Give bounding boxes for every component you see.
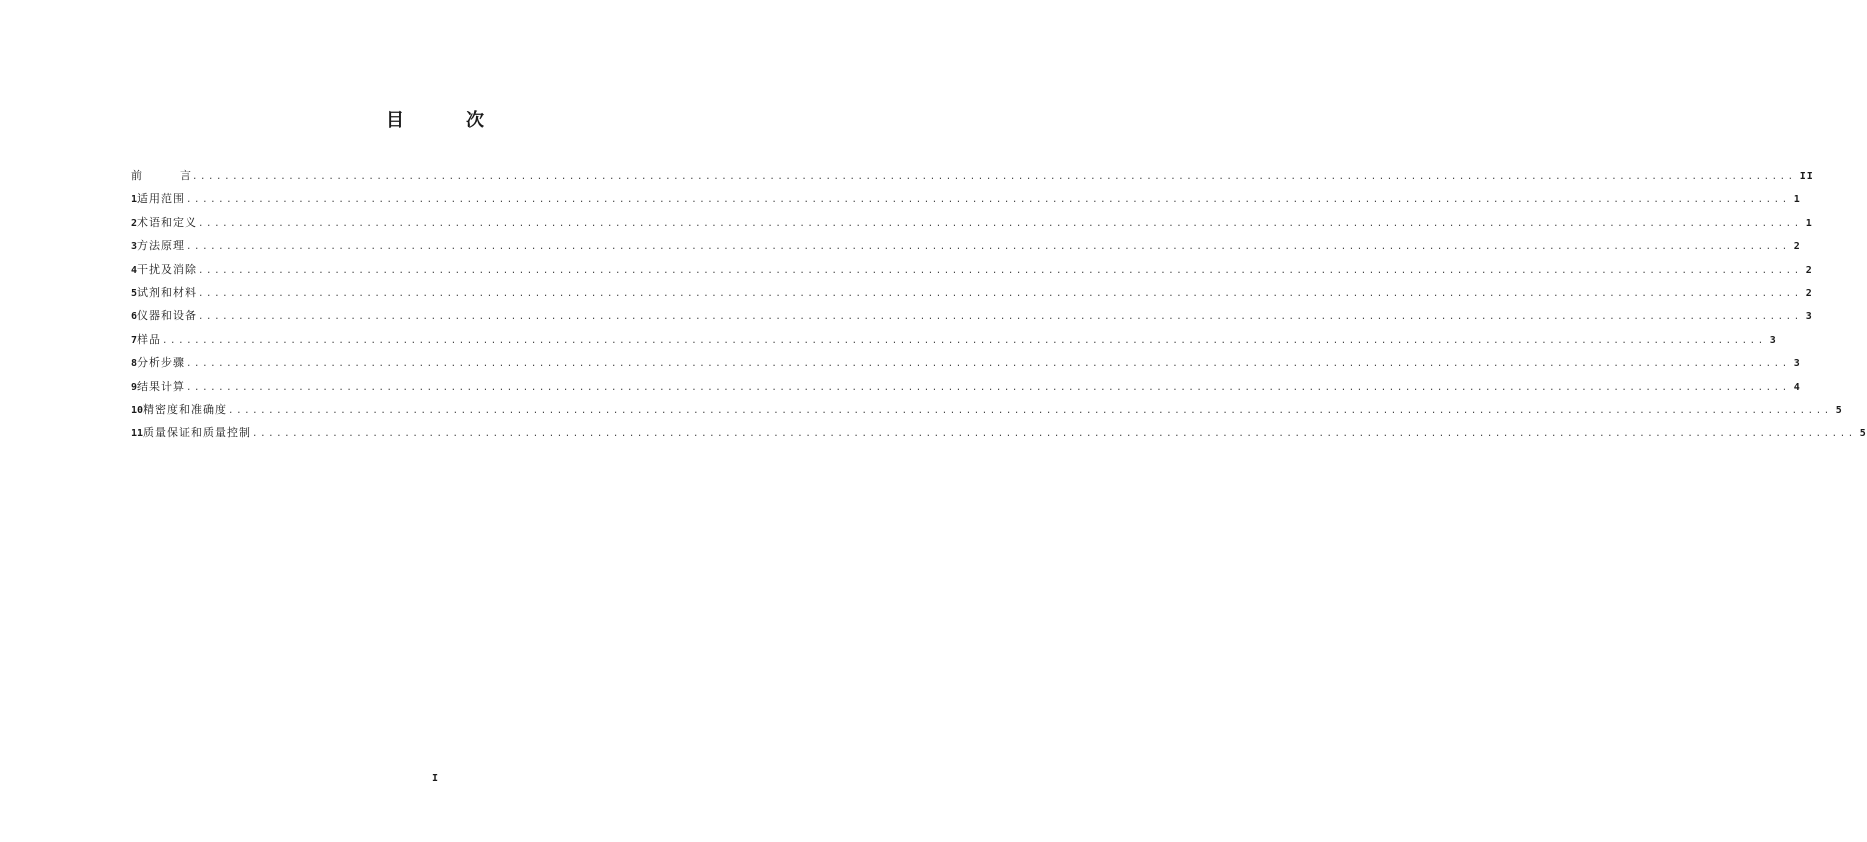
toc-entry-foreword[interactable] — [131, 167, 1814, 190]
toc-leader-dots: ........................................................................................................................................................................................................ — [192, 172, 1796, 182]
toc-entry-label: 术语和定义 — [137, 215, 198, 229]
toc-entry-label: 样品 — [137, 332, 162, 346]
toc-entry-label: 分析步骤 — [137, 356, 186, 370]
toc-entry[interactable] — [131, 424, 1867, 447]
toc-entry-page: II — [1799, 171, 1814, 182]
toc-entry-page: 2 — [1805, 287, 1813, 299]
toc-leader-dots: ........................................................................................................................................................................................................ — [252, 429, 1856, 440]
toc-entry-number: 10 — [131, 404, 144, 416]
page-number: I — [431, 773, 439, 784]
toc-entry-number: 4 — [131, 264, 138, 276]
toc-entry-number: 1 — [131, 194, 138, 206]
toc-entry-page: 3 — [1793, 358, 1801, 370]
toc-entry[interactable] — [131, 214, 1813, 237]
toc-entry-label — [131, 167, 191, 183]
toc-entry-number: 3 — [131, 241, 138, 253]
page-title: 目 次 — [386, 110, 506, 131]
toc-entry-label: 干扰及消除 — [137, 262, 198, 276]
toc-entry[interactable] — [131, 237, 1801, 260]
toc-entry[interactable] — [131, 307, 1813, 330]
toc-entry[interactable] — [131, 331, 1777, 354]
toc-entry-page: 5 — [1835, 404, 1843, 416]
toc-entry[interactable] — [131, 284, 1813, 307]
toc-leader-dots: ........................................................................................................................................................................................................ — [186, 195, 1790, 206]
table-of-contents — [131, 167, 1867, 448]
toc-entry-label: 精密度和准确度 — [143, 402, 228, 416]
toc-entry-number: 8 — [131, 358, 138, 370]
toc-entry[interactable] — [131, 378, 1801, 401]
toc-entry-page: 2 — [1793, 241, 1801, 253]
toc-entry[interactable] — [131, 190, 1801, 213]
toc-entry-page: 2 — [1805, 264, 1813, 276]
toc-entry-number: 9 — [131, 381, 138, 393]
toc-entry[interactable] — [131, 261, 1813, 284]
toc-entry-number: 2 — [131, 217, 138, 229]
toc-entry-page: 3 — [1805, 311, 1813, 323]
toc-leader-dots: ........................................................................................................................................................................................................ — [198, 218, 1802, 229]
toc-entry[interactable] — [131, 354, 1801, 377]
toc-leader-dots: ........................................................................................................................................................................................................ — [186, 242, 1790, 253]
toc-leader-dots: ........................................................................................................................................................................................................ — [186, 382, 1790, 393]
toc-entry-page: 5 — [1859, 428, 1867, 440]
toc-leader-dots: ........................................................................................................................................................................................................ — [228, 405, 1832, 416]
toc-entry-number: 5 — [131, 287, 138, 299]
toc-entry-label: 适用范围 — [137, 192, 186, 206]
toc-entry-label: 结果计算 — [137, 379, 186, 393]
toc-leader-dots: ........................................................................................................................................................................................................ — [198, 265, 1802, 276]
toc-leader-dots: ........................................................................................................................................................................................................ — [162, 335, 1766, 346]
toc-entry[interactable] — [131, 401, 1843, 424]
toc-entry-number: 7 — [131, 334, 138, 346]
toc-label-part: 言 — [180, 169, 191, 182]
toc-leader-dots: ........................................................................................................................................................................................................ — [198, 312, 1802, 323]
toc-entry-page: 1 — [1805, 217, 1813, 229]
toc-leader-dots: ........................................................................................................................................................................................................ — [186, 359, 1790, 370]
toc-entry-label: 质量保证和质量控制 — [143, 426, 252, 440]
toc-entry-label: 试剂和材料 — [137, 285, 198, 299]
toc-entry-label: 方法原理 — [137, 239, 186, 253]
toc-label-part: 前 — [131, 169, 142, 182]
toc-entry-number: 6 — [131, 311, 138, 323]
toc-entry-number: 11 — [131, 428, 144, 440]
toc-entry-page: 4 — [1793, 381, 1801, 393]
toc-entry-label: 仪器和设备 — [137, 309, 198, 323]
toc-entry-page: 1 — [1793, 194, 1801, 206]
toc-entry-page: 3 — [1769, 334, 1777, 346]
toc-leader-dots: ........................................................................................................................................................................................................ — [198, 288, 1802, 299]
